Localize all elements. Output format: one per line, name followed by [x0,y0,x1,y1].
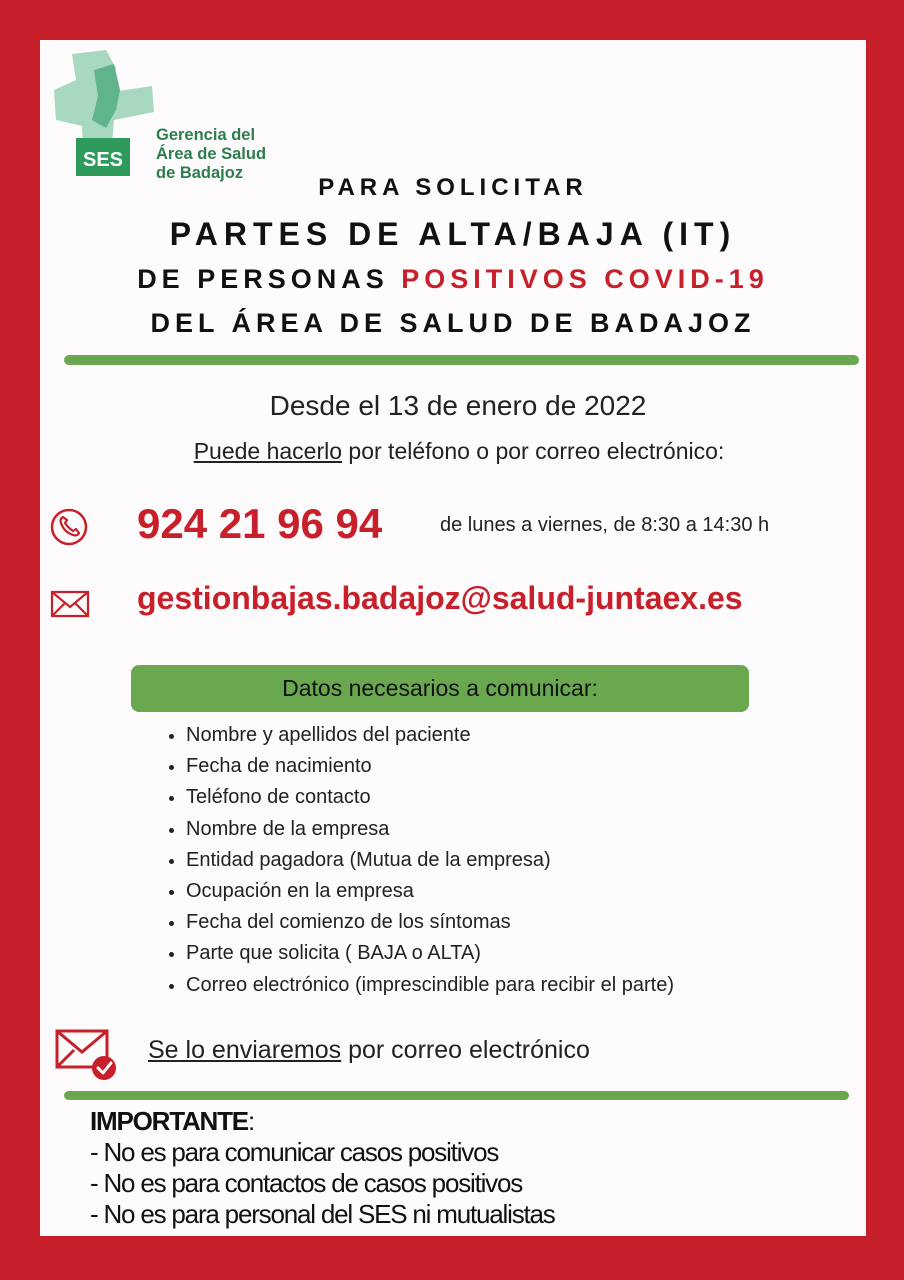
phone-icon [49,507,89,547]
delivery-note [148,1036,590,1065]
envelope-check-icon [54,1028,120,1082]
heading-line-3 [40,264,866,295]
logo-line: Área de Salud [156,145,267,163]
heading-line-4: DEL ÁREA DE SALUD DE BADAJOZ [150,308,756,338]
list-item: • Entidad pagadora (Mutua de la empresa) [186,845,674,876]
logo-line: Gerencia del [156,126,256,144]
phone-number[interactable]: 924 21 96 94 [137,500,383,547]
contact-instructions-rest: por teléfono o por correo electrónico: [342,438,725,464]
email-link[interactable]: gestionbajas.badajoz@salud-juntaex.es [137,580,743,616]
list-item: • Teléfono de contacto [186,782,674,813]
heading-covid-highlight: POSITIVOS COVID-19 [401,264,769,294]
heading-line-3-prefix: DE PERSONAS [137,264,402,294]
heading-line-1: PARA SOLICITAR [318,174,588,201]
list-item: • Parte que solicita ( BAJA o ALTA) [186,938,674,969]
list-item: • Correo electrónico (imprescindible para recibir el parte) [186,970,674,1001]
contact-instructions-underlined: Puede hacerlo [193,438,343,464]
divider [64,355,859,365]
list-item: • Nombre y apellidos del paciente [186,720,674,751]
heading-line-2: PARTES DE ALTA/BAJA (IT) [169,216,737,252]
important-line: - No es para comunicar casos positivos [90,1137,499,1167]
important-notice [90,1106,555,1230]
list-item: • Nombre de la empresa [186,814,674,845]
start-date: Desde el 13 de enero de 2022 [269,390,647,421]
phone-hours: de lunes a viernes, de 8:30 a 14:30 h [440,514,770,536]
logo-line: de Badajoz [156,164,244,182]
important-line: - No es para contactos de casos positivos [90,1168,523,1198]
contact-instructions [40,438,878,465]
list-item: • Ocupación en la empresa [186,876,674,907]
divider [64,1091,849,1100]
ses-logo [54,50,294,180]
important-colon: : [247,1106,254,1136]
important-label: IMPORTANTE [90,1106,248,1136]
logo-badge-text: SES [82,149,124,171]
delivery-note-rest: por correo electrónico [341,1036,590,1064]
important-line: - No es para personal del SES ni mutualistas [90,1199,555,1229]
envelope-icon [50,589,90,619]
delivery-note-underlined: Se lo enviaremos [148,1036,342,1064]
list-item: • Fecha de nacimiento [186,751,674,782]
list-item: • Fecha del comienzo de los síntomas [186,907,674,938]
required-data-header: Datos necesarios a comunicar: [131,665,749,712]
required-data-list [168,720,674,1001]
poster [40,40,866,1236]
